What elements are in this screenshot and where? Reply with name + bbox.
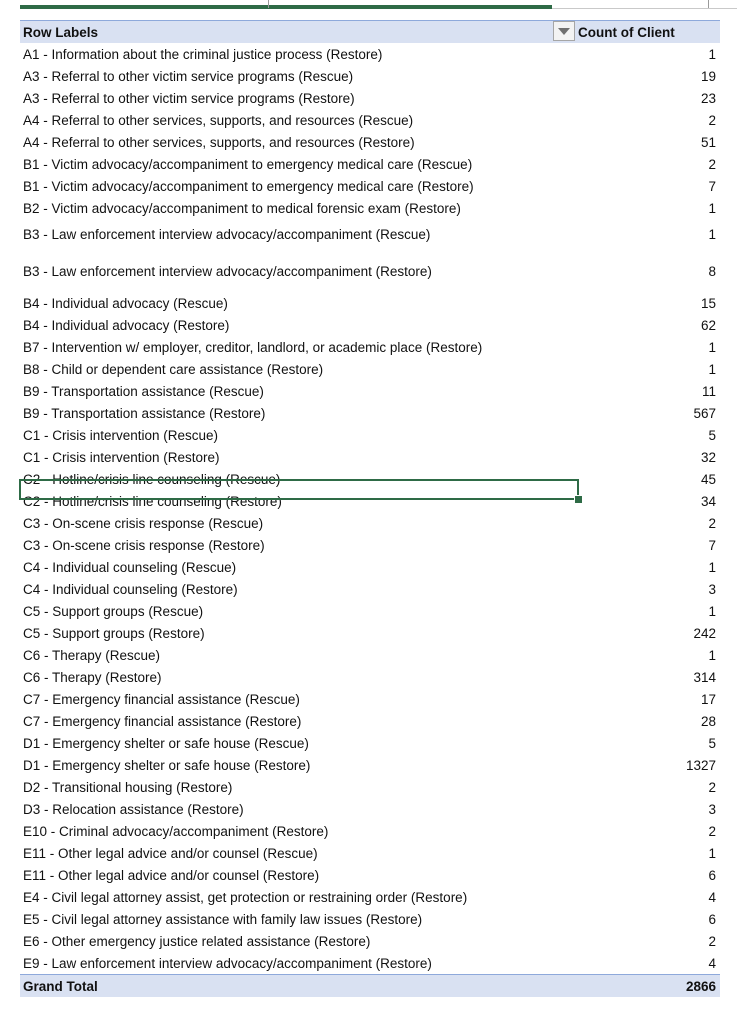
- pivot-header-row: [20, 20, 720, 43]
- count-cell[interactable]: 1: [708, 227, 716, 242]
- count-cell[interactable]: 314: [693, 669, 716, 685]
- count-cell[interactable]: 23: [700, 90, 716, 106]
- pivot-row[interactable]: [20, 153, 720, 175]
- row-label-cell[interactable]: D1 - Emergency shelter or safe house (Rescue): [23, 735, 309, 751]
- count-cell[interactable]: 1: [708, 361, 716, 377]
- row-label-cell[interactable]: B3 - Law enforcement interview advocacy/accompaniment (Restore): [23, 263, 432, 279]
- row-label-cell[interactable]: B1 - Victim advocacy/accompaniment to emergency medical care (Restore): [23, 178, 474, 194]
- pivot-row[interactable]: [20, 292, 720, 314]
- pivot-row[interactable]: [20, 952, 720, 974]
- row-label-cell[interactable]: C3 - On-scene crisis response (Rescue): [23, 515, 264, 531]
- row-label-cell[interactable]: B2 - Victim advocacy/accompaniment to medical forensic exam (Restore): [23, 200, 461, 216]
- row-label-cell[interactable]: C5 - Support groups (Restore): [23, 625, 205, 641]
- active-column-indicator: [20, 5, 552, 9]
- pivot-row[interactable]: [20, 930, 720, 952]
- count-of-client-header[interactable]: Count of Client: [578, 24, 675, 40]
- row-label-cell[interactable]: E11 - Other legal advice and/or counsel (Restore): [23, 867, 320, 883]
- row-label-cell[interactable]: C4 - Individual counseling (Rescue): [23, 559, 237, 575]
- pivot-row[interactable]: [20, 219, 720, 250]
- pivot-row[interactable]: [20, 886, 720, 908]
- column-divider: [268, 0, 269, 8]
- row-label-cell[interactable]: A3 - Referral to other victim service programs (Restore): [23, 90, 355, 106]
- pivot-row[interactable]: [20, 336, 720, 358]
- count-cell[interactable]: 3: [708, 801, 716, 817]
- count-cell[interactable]: 7: [708, 178, 716, 194]
- count-cell[interactable]: 6: [708, 867, 716, 883]
- count-cell[interactable]: 45: [700, 471, 716, 487]
- count-cell[interactable]: 51: [700, 134, 716, 150]
- row-label-cell[interactable]: C5 - Support groups (Rescue): [23, 603, 204, 619]
- row-label-cell[interactable]: E4 - Civil legal attorney assist, get protection or restraining order (Restore): [23, 889, 468, 905]
- row-label-cell[interactable]: C6 - Therapy (Restore): [23, 669, 162, 685]
- pivot-row[interactable]: [20, 131, 720, 153]
- pivot-row[interactable]: [20, 864, 720, 886]
- count-cell[interactable]: 32: [700, 449, 716, 465]
- count-cell[interactable]: 1: [708, 647, 716, 663]
- chevron-down-icon: [558, 28, 570, 35]
- pivot-row[interactable]: [20, 908, 720, 930]
- pivot-row[interactable]: [20, 87, 720, 109]
- pivot-row[interactable]: [20, 644, 720, 666]
- row-label-cell[interactable]: D2 - Transitional housing (Restore): [23, 779, 233, 795]
- pivot-row[interactable]: [20, 358, 720, 380]
- pivot-row[interactable]: [20, 578, 720, 600]
- pivot-row[interactable]: [20, 776, 720, 798]
- count-cell[interactable]: 1: [708, 559, 716, 575]
- count-cell[interactable]: 8: [708, 263, 716, 279]
- row-labels-filter-button[interactable]: [553, 21, 575, 41]
- count-cell[interactable]: 34: [700, 493, 716, 509]
- pivot-row[interactable]: [20, 842, 720, 864]
- count-cell[interactable]: 15: [700, 295, 716, 311]
- count-cell[interactable]: 11: [701, 383, 716, 399]
- count-cell[interactable]: 62: [700, 317, 716, 333]
- row-label-cell[interactable]: C4 - Individual counseling (Restore): [23, 581, 238, 597]
- pivot-row[interactable]: [20, 402, 720, 424]
- row-label-cell[interactable]: E6 - Other emergency justice related assistance (Restore): [23, 933, 371, 949]
- pivot-row[interactable]: [20, 688, 720, 710]
- row-label-cell[interactable]: E10 - Criminal advocacy/accompaniment (Restore): [23, 823, 329, 839]
- pivot-row[interactable]: [20, 65, 720, 87]
- pivot-row[interactable]: [20, 600, 720, 622]
- row-label-cell[interactable]: B4 - Individual advocacy (Restore): [23, 317, 230, 333]
- count-cell[interactable]: 1: [708, 339, 716, 355]
- pivot-row[interactable]: [20, 820, 720, 842]
- column-divider: [708, 0, 709, 8]
- row-label-cell[interactable]: B4 - Individual advocacy (Rescue): [23, 295, 228, 311]
- row-labels-header[interactable]: Row Labels: [23, 24, 99, 40]
- count-cell[interactable]: 2: [708, 112, 716, 128]
- pivot-row[interactable]: [20, 666, 720, 688]
- pivot-row[interactable]: [20, 798, 720, 820]
- row-label-cell[interactable]: C2 - Hotline/crisis line counseling (Restore): [23, 493, 282, 509]
- grand-total-value: 2866: [685, 978, 716, 994]
- count-cell[interactable]: 242: [693, 625, 716, 641]
- pivot-row[interactable]: [20, 314, 720, 336]
- count-cell[interactable]: 1327: [685, 757, 716, 773]
- pivot-row[interactable]: [20, 512, 720, 534]
- pivot-row[interactable]: [20, 197, 720, 219]
- pivot-row[interactable]: [20, 534, 720, 556]
- row-label-cell[interactable]: A1 - Information about the criminal justice process (Restore): [23, 46, 383, 62]
- pivot-row[interactable]: [20, 490, 720, 512]
- count-cell[interactable]: 1: [708, 845, 716, 861]
- count-cell[interactable]: 7: [708, 537, 716, 553]
- row-label-cell[interactable]: D1 - Emergency shelter or safe house (Restore): [23, 757, 311, 773]
- pivot-row[interactable]: [20, 622, 720, 644]
- count-cell[interactable]: 567: [693, 405, 716, 421]
- row-label-cell[interactable]: B8 - Child or dependent care assistance (Restore): [23, 361, 324, 377]
- count-cell[interactable]: 2: [708, 515, 716, 531]
- count-cell[interactable]: 28: [700, 713, 716, 729]
- count-cell[interactable]: 1: [708, 46, 716, 62]
- pivot-row[interactable]: [20, 109, 720, 131]
- pivot-table: [20, 20, 720, 997]
- row-label-cell[interactable]: C7 - Emergency financial assistance (Rescue): [23, 691, 300, 707]
- row-label-cell[interactable]: B3 - Law enforcement interview advocacy/accompaniment (Rescue): [23, 227, 431, 242]
- count-cell[interactable]: 2: [708, 779, 716, 795]
- pivot-row[interactable]: [20, 556, 720, 578]
- row-label-cell[interactable]: C1 - Crisis intervention (Restore): [23, 449, 220, 465]
- pivot-row[interactable]: [20, 380, 720, 402]
- row-label-cell[interactable]: E9 - Law enforcement interview advocacy/accompaniment (Restore): [23, 955, 432, 971]
- row-label-cell[interactable]: C3 - On-scene crisis response (Restore): [23, 537, 265, 553]
- count-cell[interactable]: 1: [708, 200, 716, 216]
- pivot-row[interactable]: [20, 250, 720, 292]
- row-label-cell[interactable]: A4 - Referral to other services, supports, and resources (Rescue): [23, 112, 414, 128]
- fill-handle[interactable]: [574, 495, 583, 504]
- pivot-row[interactable]: [20, 710, 720, 732]
- count-cell[interactable]: 5: [708, 735, 716, 751]
- count-cell[interactable]: 4: [708, 889, 716, 905]
- row-label-cell[interactable]: E5 - Civil legal attorney assistance with family law issues (Restore): [23, 911, 423, 927]
- count-cell[interactable]: 19: [700, 68, 716, 84]
- count-cell[interactable]: 5: [708, 427, 716, 443]
- row-label-cell[interactable]: A3 - Referral to other victim service programs (Rescue): [23, 68, 354, 84]
- row-label-cell[interactable]: B1 - Victim advocacy/accompaniment to emergency medical care (Rescue): [23, 156, 473, 172]
- grand-total-row[interactable]: [20, 974, 720, 997]
- count-cell[interactable]: 2: [708, 823, 716, 839]
- pivot-row[interactable]: [20, 424, 720, 446]
- row-label-cell[interactable]: B9 - Transportation assistance (Rescue): [23, 383, 264, 399]
- pivot-row[interactable]: [20, 43, 720, 65]
- pivot-row[interactable]: [20, 754, 720, 776]
- grand-total-label: Grand Total: [23, 978, 98, 994]
- pivot-row[interactable]: [20, 468, 720, 490]
- row-label-cell[interactable]: B7 - Intervention w/ employer, creditor, landlord, or academic place (Restore): [23, 339, 483, 355]
- row-label-cell[interactable]: C1 - Crisis intervention (Rescue): [23, 427, 219, 443]
- cell-gridline: [552, 8, 737, 9]
- count-cell[interactable]: 2: [708, 933, 716, 949]
- row-label-cell[interactable]: C7 - Emergency financial assistance (Restore): [23, 713, 302, 729]
- count-cell[interactable]: 6: [708, 911, 716, 927]
- row-label-cell[interactable]: A4 - Referral to other services, supports, and resources (Restore): [23, 134, 415, 150]
- count-cell[interactable]: 2: [708, 156, 716, 172]
- count-cell[interactable]: 3: [708, 581, 716, 597]
- pivot-row[interactable]: [20, 732, 720, 754]
- count-cell[interactable]: 4: [708, 955, 716, 971]
- top-border-strip: [20, 0, 700, 9]
- row-label-cell[interactable]: B9 - Transportation assistance (Restore): [23, 405, 266, 421]
- row-label-cell[interactable]: E11 - Other legal advice and/or counsel (Rescue): [23, 845, 318, 861]
- pivot-row[interactable]: [20, 175, 720, 197]
- row-label-cell[interactable]: C6 - Therapy (Rescue): [23, 647, 161, 663]
- count-cell[interactable]: 1: [708, 603, 716, 619]
- pivot-row[interactable]: [20, 446, 720, 468]
- count-cell[interactable]: 17: [700, 691, 716, 707]
- row-label-cell[interactable]: D3 - Relocation assistance (Restore): [23, 801, 244, 817]
- row-label-cell[interactable]: C2 - Hotline/crisis line counseling (Rescue): [23, 471, 281, 487]
